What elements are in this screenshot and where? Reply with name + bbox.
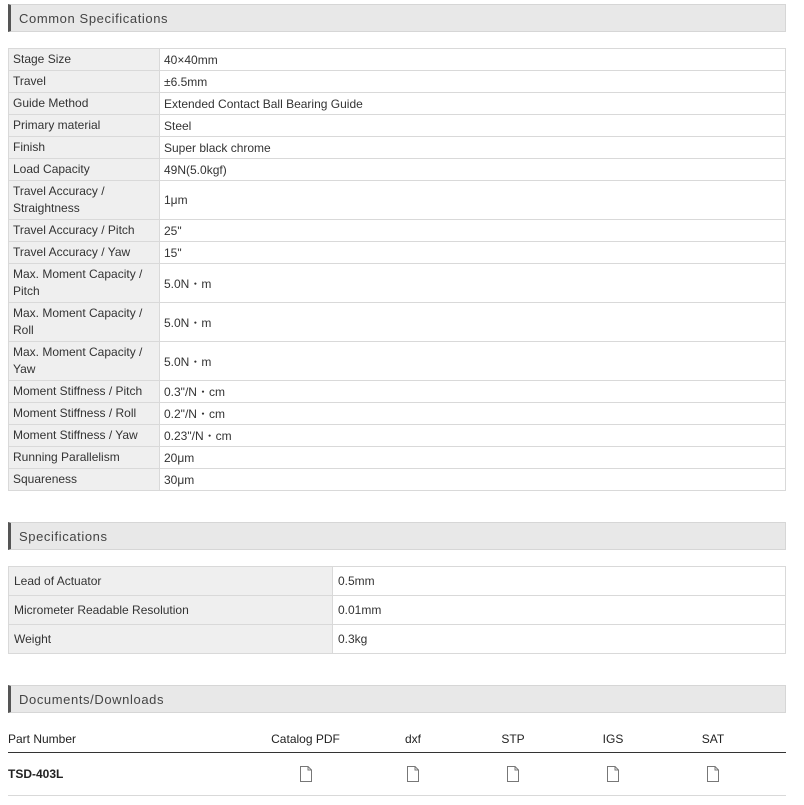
spec-row bbox=[9, 381, 786, 403]
spec-value: Extended Contact Ball Bearing Guide bbox=[160, 93, 786, 115]
spec-row bbox=[9, 567, 786, 596]
spec-value: 30μm bbox=[160, 469, 786, 491]
dxf-document-icon[interactable] bbox=[407, 766, 419, 782]
spec-label: Max. Moment Capacity / Roll bbox=[9, 303, 160, 342]
part-number-cell: TSD-403L bbox=[8, 767, 64, 781]
documents-table-header bbox=[8, 726, 786, 753]
spec-label: Running Parallelism bbox=[9, 447, 160, 469]
spec-value: Super black chrome bbox=[160, 137, 786, 159]
spec-value: 0.3"/N・cm bbox=[160, 381, 786, 403]
catalog-pdf-document-icon[interactable] bbox=[300, 766, 312, 782]
spec-row bbox=[9, 596, 786, 625]
common-specifications-table bbox=[8, 48, 786, 491]
spec-row bbox=[9, 49, 786, 71]
header-dxf: dxf bbox=[404, 732, 421, 746]
common-specifications-title: Common Specifications bbox=[19, 10, 169, 26]
spec-value: 0.01mm bbox=[333, 596, 786, 625]
spec-label: Max. Moment Capacity / Pitch bbox=[9, 264, 160, 303]
spec-value: 5.0N・m bbox=[160, 342, 786, 381]
spec-value: 40×40mm bbox=[160, 49, 786, 71]
spec-row bbox=[9, 242, 786, 264]
spec-row bbox=[9, 342, 786, 381]
spec-label: Primary material bbox=[9, 115, 160, 137]
header-igs: IGS bbox=[602, 732, 624, 746]
spec-row bbox=[9, 625, 786, 654]
sat-document-icon[interactable] bbox=[707, 766, 719, 782]
stp-document-icon[interactable] bbox=[507, 766, 519, 782]
spec-label: Travel Accuracy / Yaw bbox=[9, 242, 160, 264]
spec-value: 0.2"/N・cm bbox=[160, 403, 786, 425]
igs-document-icon[interactable] bbox=[607, 766, 619, 782]
spec-row bbox=[9, 181, 786, 220]
specifications-header bbox=[8, 522, 786, 550]
spec-value: Steel bbox=[160, 115, 786, 137]
specifications-table bbox=[8, 566, 786, 654]
spec-row bbox=[9, 469, 786, 491]
spec-value: 25" bbox=[160, 220, 786, 242]
common-specifications-header bbox=[8, 4, 786, 32]
spec-label: Moment Stiffness / Pitch bbox=[9, 381, 160, 403]
spec-value: 15" bbox=[160, 242, 786, 264]
spec-value: ±6.5mm bbox=[160, 71, 786, 93]
spec-label: Load Capacity bbox=[9, 159, 160, 181]
spec-value: 49N(5.0kgf) bbox=[160, 159, 786, 181]
documents-table-row bbox=[8, 753, 786, 796]
header-catalog-pdf: Catalog PDF bbox=[271, 732, 340, 746]
spec-label: Weight bbox=[9, 625, 333, 654]
spec-row bbox=[9, 425, 786, 447]
spec-row bbox=[9, 303, 786, 342]
spec-label: Micrometer Readable Resolution bbox=[9, 596, 333, 625]
spec-row bbox=[9, 159, 786, 181]
spec-label: Stage Size bbox=[9, 49, 160, 71]
header-part-number: Part Number bbox=[8, 732, 77, 746]
spec-value: 0.5mm bbox=[333, 567, 786, 596]
documents-downloads-title: Documents/Downloads bbox=[19, 691, 165, 707]
spec-row bbox=[9, 93, 786, 115]
spec-label: Travel bbox=[9, 71, 160, 93]
spec-label: Finish bbox=[9, 137, 160, 159]
header-sat: SAT bbox=[701, 732, 725, 746]
header-stp: STP bbox=[501, 732, 525, 746]
spec-row bbox=[9, 137, 786, 159]
spec-row bbox=[9, 71, 786, 93]
spec-label: Lead of Actuator bbox=[9, 567, 333, 596]
spec-row bbox=[9, 447, 786, 469]
spec-label: Moment Stiffness / Yaw bbox=[9, 425, 160, 447]
spec-value: 0.3kg bbox=[333, 625, 786, 654]
spec-row bbox=[9, 403, 786, 425]
spec-row bbox=[9, 220, 786, 242]
spec-value: 5.0N・m bbox=[160, 264, 786, 303]
spec-value: 20μm bbox=[160, 447, 786, 469]
spec-label: Guide Method bbox=[9, 93, 160, 115]
spec-label: Travel Accuracy / Straightness bbox=[9, 181, 160, 220]
spec-row bbox=[9, 115, 786, 137]
spec-label: Squareness bbox=[9, 469, 160, 491]
documents-downloads-header bbox=[8, 685, 786, 713]
spec-value: 1μm bbox=[160, 181, 786, 220]
specifications-title: Specifications bbox=[19, 528, 108, 544]
spec-label: Max. Moment Capacity / Yaw bbox=[9, 342, 160, 381]
spec-value: 5.0N・m bbox=[160, 303, 786, 342]
spec-label: Travel Accuracy / Pitch bbox=[9, 220, 160, 242]
spec-row bbox=[9, 264, 786, 303]
spec-label: Moment Stiffness / Roll bbox=[9, 403, 160, 425]
spec-value: 0.23"/N・cm bbox=[160, 425, 786, 447]
